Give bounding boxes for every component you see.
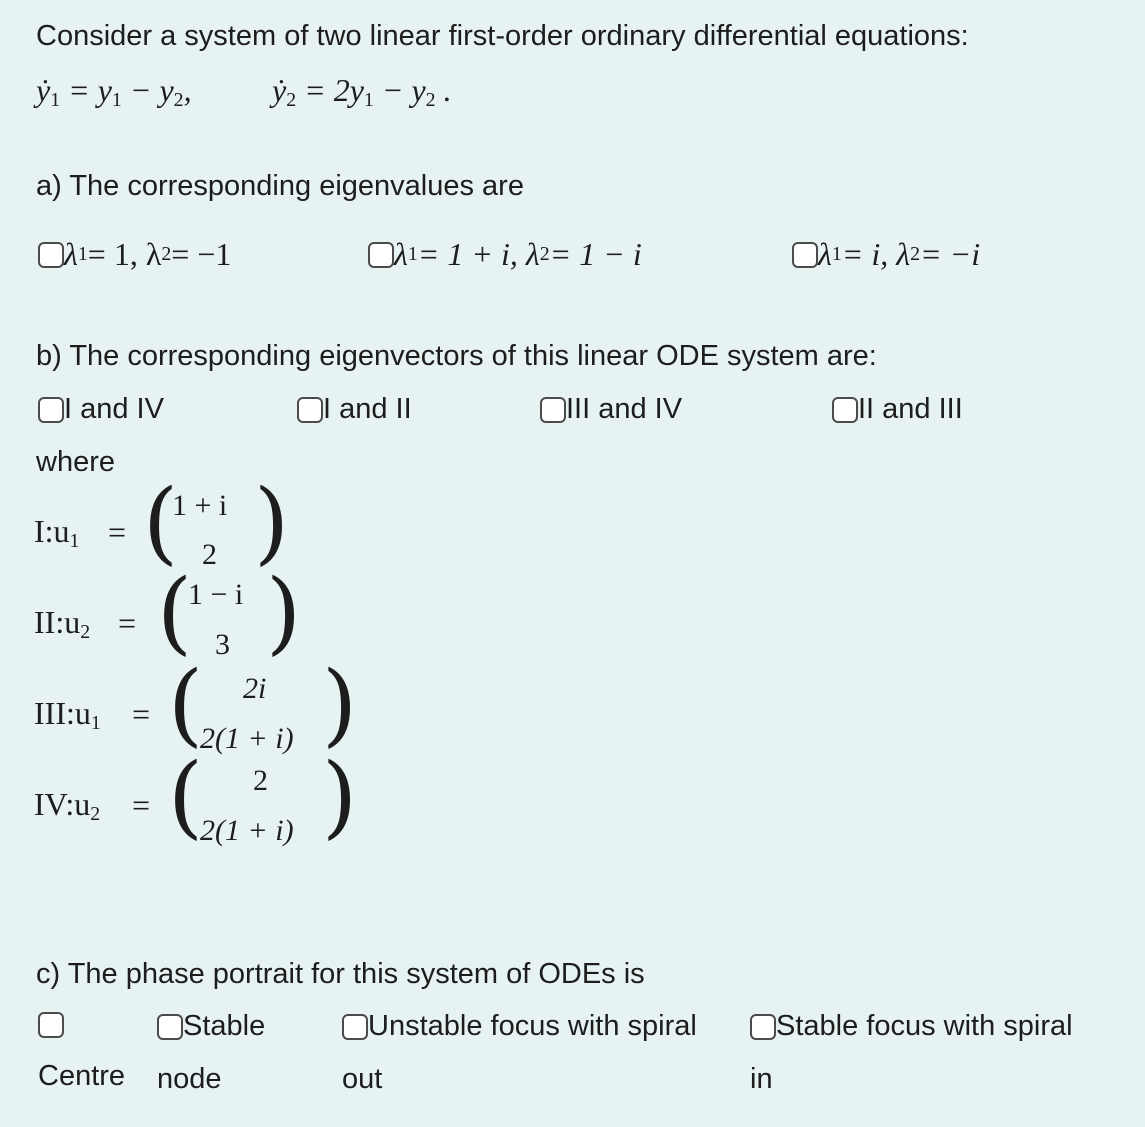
opt-a2-sub2: 2: [539, 243, 550, 265]
eigenvalue-option-1[interactable]: [38, 236, 231, 273]
left-paren: (: [168, 652, 204, 757]
left-paren: (: [143, 470, 179, 575]
eigenvector-option-1[interactable]: [38, 395, 164, 424]
where-label: where: [36, 446, 115, 478]
vector-3-label: [34, 695, 101, 735]
vector-3-top: 2i: [243, 672, 267, 705]
vector-2-equals: =: [118, 605, 137, 641]
option-label: I and IV: [64, 393, 164, 425]
part-b-question: b) The corresponding eigenvectors of this linear ODE system are:: [36, 340, 877, 372]
checkbox[interactable]: [540, 397, 566, 423]
checkbox[interactable]: [792, 242, 818, 268]
opt-a1-lambda: λ: [64, 236, 78, 272]
eq2-end: .: [435, 72, 452, 108]
opt-a2-value1: = 1 + i, λ: [417, 236, 540, 272]
checkbox[interactable]: [342, 1014, 368, 1040]
opt-a3-lambda: λ: [818, 236, 832, 272]
opt-a3-value1: = i, λ: [841, 236, 911, 272]
intro-text: Consider a system of two linear first-order ordinary differential equations:: [36, 20, 969, 52]
opt-a3-value2: = −i: [920, 236, 981, 272]
option-label-line2: node: [157, 1063, 222, 1095]
eq1-rhs-sub1: 1: [111, 88, 122, 111]
part-c-question: c) The phase portrait for this system of ODEs is: [36, 958, 645, 990]
checkbox[interactable]: [157, 1014, 183, 1040]
phase-option-3[interactable]: [342, 1012, 697, 1094]
checkbox[interactable]: [297, 397, 323, 423]
vector-label-sub: 1: [69, 529, 80, 552]
vector-1-label: [34, 513, 79, 553]
equation-1: [36, 72, 192, 112]
option-label: II and III: [858, 393, 963, 425]
vector-1-top: 1 + i: [172, 489, 228, 522]
vector-label-sub: 2: [90, 802, 101, 825]
vector-label: IV:u: [34, 786, 91, 822]
left-paren: (: [168, 744, 204, 849]
opt-a1-sub2: 2: [161, 243, 172, 265]
checkbox[interactable]: [38, 242, 64, 268]
phase-option-4[interactable]: [750, 1012, 1073, 1094]
eq1-lhs-sub: 1: [50, 88, 61, 111]
eigenvalue-option-3[interactable]: [792, 236, 980, 273]
option-label: III and IV: [566, 393, 683, 425]
opt-a2-value2: = 1 − i: [549, 236, 642, 272]
part-a-question: a) The corresponding eigenvalues are: [36, 170, 524, 202]
vector-3-bottom: 2(1 + i): [200, 722, 294, 755]
eigenvalue-option-2[interactable]: [368, 236, 642, 273]
option-label: Unstable focus with spiral: [368, 1010, 697, 1042]
checkbox[interactable]: [368, 242, 394, 268]
checkbox[interactable]: [832, 397, 858, 423]
eq1-lhs: ẏ: [36, 72, 51, 108]
vector-3-equals: =: [132, 696, 151, 732]
vector-4-bottom: 2(1 + i): [200, 814, 294, 847]
checkbox[interactable]: [38, 1012, 64, 1038]
vector-label: II:u: [34, 604, 81, 640]
opt-a1-value2: = −1: [171, 236, 232, 272]
eq1-rhs-sub2: 2: [173, 88, 184, 111]
opt-a3-sub1: 1: [831, 243, 842, 265]
equation-2: [272, 72, 452, 112]
vector-4-label: [34, 786, 100, 826]
eq2-rhs: = 2y: [304, 72, 364, 108]
eq1-end: ,: [183, 72, 192, 108]
vector-2-top: 1 − i: [188, 578, 244, 611]
option-label: Stable: [183, 1010, 266, 1042]
right-paren: ): [266, 560, 302, 665]
right-paren: ): [254, 470, 290, 575]
opt-a1-value1: = 1, λ: [87, 236, 162, 272]
left-paren: (: [157, 560, 193, 665]
vector-2-bottom: 3: [215, 628, 230, 661]
checkbox[interactable]: [38, 397, 64, 423]
vector-4-equals: =: [132, 787, 151, 823]
vector-4-top: 2: [253, 764, 268, 797]
vector-label-sub: 1: [90, 711, 101, 734]
opt-a2-sub1: 1: [407, 243, 418, 265]
vector-1-equals: =: [108, 514, 127, 550]
eigenvector-option-3[interactable]: [540, 395, 682, 424]
eq1-mid: − y: [121, 72, 174, 108]
vector-label: I:u: [34, 513, 70, 549]
eq2-rhs-sub2: 2: [425, 88, 436, 111]
vector-2-label: [34, 604, 90, 644]
option-label: Stable focus with spiral: [776, 1010, 1073, 1042]
eq2-lhs-sub: 2: [286, 88, 297, 111]
opt-a1-sub1: 1: [77, 243, 88, 265]
eq1-rhs: = y: [68, 72, 112, 108]
phase-option-2[interactable]: [157, 1012, 265, 1094]
option-label: I and II: [323, 393, 412, 425]
eq2-rhs-sub1: 1: [363, 88, 374, 111]
checkbox[interactable]: [750, 1014, 776, 1040]
option-label-line2: in: [750, 1063, 773, 1095]
vector-label-sub: 2: [80, 620, 91, 643]
eigenvector-option-2[interactable]: [297, 395, 412, 424]
phase-option-1[interactable]: [38, 1012, 125, 1091]
vector-label: III:u: [34, 695, 91, 731]
option-label-line2: Centre: [38, 1060, 126, 1092]
right-paren: ): [322, 652, 358, 757]
right-paren: ): [322, 744, 358, 849]
eq2-lhs: ẏ: [272, 72, 287, 108]
eq2-mid: − y: [373, 72, 426, 108]
opt-a2-lambda: λ: [394, 236, 408, 272]
vector-1-bottom: 2: [202, 538, 217, 571]
eigenvector-option-4[interactable]: [832, 395, 963, 424]
opt-a3-sub2: 2: [910, 243, 921, 265]
option-label-line2: out: [342, 1063, 383, 1095]
